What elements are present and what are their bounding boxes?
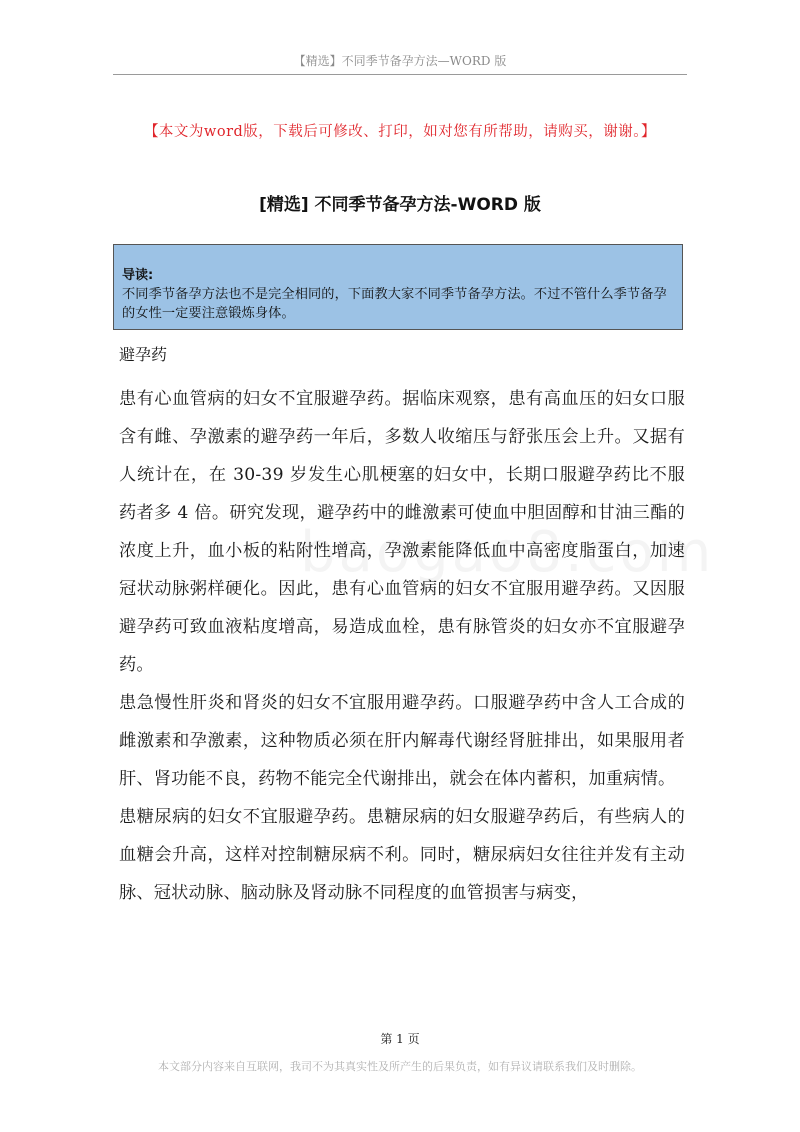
document-title: [精选] 不同季节备孕方法-WORD 版: [259, 195, 541, 215]
footer-disclaimer: 本文部分内容来自互联网，我司不为其真实性及所产生的后果负责，如有异议请联系我们及时删除。: [158, 1060, 642, 1073]
download-notice: 【本文为word版，下载后可修改、打印，如对您有所帮助，请购买，谢谢。】: [143, 124, 657, 140]
running-header: 【精选】不同季节备孕方法—WORD 版: [293, 54, 507, 68]
guide-label: 导读:: [122, 268, 154, 283]
paragraph: 患糖尿病的妇女不宜服避孕药。患糖尿病的妇女服避孕药后，有些病人的血糖会升高，这样对控制糖尿病不利。同时，糖尿病妇女往往并发有主动脉、冠状动脉、脑动脉及肾动脉不同程度的血管损害与病变，: [119, 807, 685, 903]
paragraph: 患急慢性肝炎和肾炎的妇女不宜服用避孕药。口服避孕药中含人工合成的雌激素和孕激素，这种物质必须在肝内解毒代谢经肾脏排出，如果服用者肝、肾功能不良，药物不能完全代谢排出，就会在体内蓄积，加重病情。: [119, 693, 685, 789]
section-heading: 避孕药: [119, 345, 168, 364]
header-divider: [113, 74, 687, 75]
paragraph: 患有心血管病的妇女不宜服避孕药。据临床观察，患有高血压的妇女口服含有雌、孕激素的避孕药一年后，多数人收缩压与舒张压会上升。又据有人统计在，在 30-39 岁发生心肌梗塞的妇女中，长期口服避孕药比不服药者多 4 倍。研究发现，避孕药中的雌激素可使血中胆固醇和甘油三酯的浓度上升，血小板的粘附性增高，孕激素能降低血中高密度脂蛋白，加速冠状动脉粥样硬化。因此，患有心血管病的妇女不宜服用避孕药。又因服避孕药可致血液粘度增高，易造成血栓，患有脉管炎的妇女亦不宜服避孕药。: [119, 389, 685, 675]
guide-box: [113, 244, 683, 330]
page-number: 第 1 页: [380, 1032, 420, 1046]
document-body: [119, 338, 685, 912]
guide-text: 不同季节备孕方法也不是完全相同的，下面教大家不同季节备孕方法。不过不管什么季节备孕的女性一定要注意锻炼身体。: [122, 287, 667, 321]
